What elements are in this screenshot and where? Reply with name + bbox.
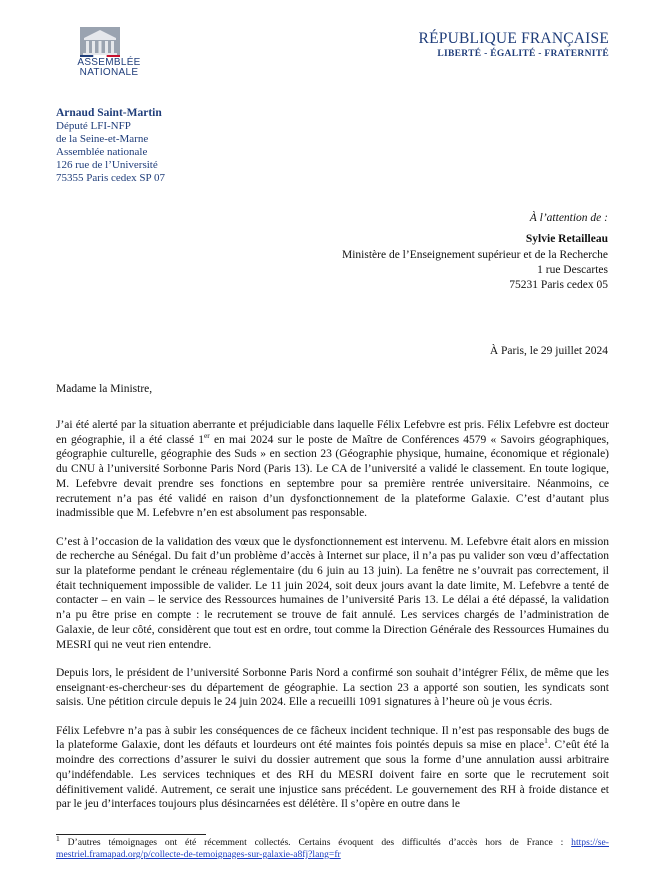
sender-line: Député LFI-NFP [56,120,131,132]
sender-name: Arnaud Saint-Martin [56,107,162,119]
addressee-name: Sylvie Retailleau [525,233,608,246]
sender-line: Assemblée nationale [56,146,148,158]
letter-date: À Paris, le 29 juillet 2024 [489,345,608,357]
addressee-line: 75231 Paris cedex 05 [509,279,608,292]
footnote-ref: 1 [544,736,548,746]
sender-line: 75355 Paris cedex SP 07 [56,172,165,184]
logo-line-2: NATIONALE [79,67,139,78]
sender-line: de la Seine-et-Marne [56,133,149,145]
sender-block [56,107,165,185]
footnote: $^1$ D’autres témoignages ont été récemment collectés. Certains évoquent des difficultés d’accès hors de France : https://se-mestriel.framapad.org/p/collecte-de-temoignages-sur-galaxie-a8fj?lang=fr [56,833,609,860]
attention-label: À l’attention de : [529,212,608,224]
addressee-line: Ministère de l’Enseignement supérieur et de la Recherche [342,248,608,261]
letter-body [56,418,609,826]
sender-line: 126 rue de l’Université [56,159,158,171]
addressee-line: 1 rue Descartes [537,263,608,276]
addressee-block [342,211,608,293]
salutation: Madame la Ministre, [56,383,153,395]
paragraph-1: J’ai été alerté par la situation aberrante et préjudiciable dans laquelle Félix Lefebvre est pris. Félix Lefebvre est docteur en géographie, il a été classé 1er en mai 2024 sur le poste de Maître de Conférences 4579 « Savoirs géographiques, géographie culturelle, géographie des Suds » en section 23 (Géographie physique, humaine, économique et régionale) du CNU à l’université Sorbonne Paris Nord (Paris 13). Le CA de l’université a validé le classement. En toute logique, M. Lefebvre devait prendre ses fonctions en septembre pour sa première rentrée universitaire. Néanmoins, ce recrutement n’a pas été validé en raison d’un dysfonctionnement de la plateforme Galaxie. C’est d’autant plus inadmissible que M. Lefebvre n’en est absolument pas responsable. [56,419,609,520]
paragraph-3: Depuis lors, le président de l’université Sorbonne Paris Nord a confirmé son souhait d’intégrer Félix, de même que les enseignant·es-chercheur·ses du département de géographie. La section 23 a apporté son soutien, les syndicats sont saisis. Une pétition circule depuis le 24 juin 2024. Elle a recueilli 1091 signatures à l’heure où je vous écris. [56,666,609,709]
footnote-link[interactable]: https://se-mestriel.framapad.org/p/collecte-de-temoignages-sur-galaxie-a8fj?lang=fr [56,837,609,860]
logo-text [70,58,148,78]
assemblee-nationale-logo-icon [80,27,120,57]
footnote-divider [56,834,206,835]
logo-line-1: ASSEMBLÉE [77,57,141,68]
paragraph-4: Félix Lefebvre n’a pas à subir les conséquences de ce fâcheux incident technique. Il n’est pas responsable des bugs de la plateforme Galaxie, dont les défauts et lourdeurs ont été maintes fois pointés depuis sa mise en place$^1$. C’eût été la moindre des corrections d’assurer le suivi du dossier autrement que sous la forme d’une annulation aussi arbitraire qu’indéfendable. Les services techniques et des RH du MESRI doivent faire en sorte que le recrutement soit définitivement validé. Autrement, ce serait une injustice sans précédent. Le gouvernement des RH à froide distance et par le jeu d’interfaces toujours plus désincarnées est délétère. Il s’opère en outre dans le [56,724,609,811]
republic-motto: LIBERTÉ - ÉGALITÉ - FRATERNITÉ [437,49,609,59]
republic-title: RÉPUBLIQUE FRANÇAISE [418,30,609,47]
paragraph-2: C’est à l’occasion de la validation des vœux que le dysfonctionnement est intervenu. M. Lefebvre était alors en mission de recherche au Sénégal. Du fait d’un problème d’accès à Internet sur place, il n’a pas pu valider son vœu d’affectation sur la plateforme pendant le créneau réglementaire (du 6 juin au 13 juin). La fenêtre ne s’ouvrait pas correctement, il était techniquement impossible de valider. Le 11 juin 2024, soit deux jours avant la date limite, M. Lefebvre a tenté de contacter – en vain – le service des Ressources humaines de l’université Paris 13. Le délai a été dépassé, la validation n’a pu être prise en compte : le recrutement se trouve de fait annulé. Les services chargés de l’administration de Galaxie, de leur côté, considèrent que tout est en ordre, tout comme la Direction Générale des Ressources Humaines du MESRI qui ne veut rien entendre. [56,535,609,651]
